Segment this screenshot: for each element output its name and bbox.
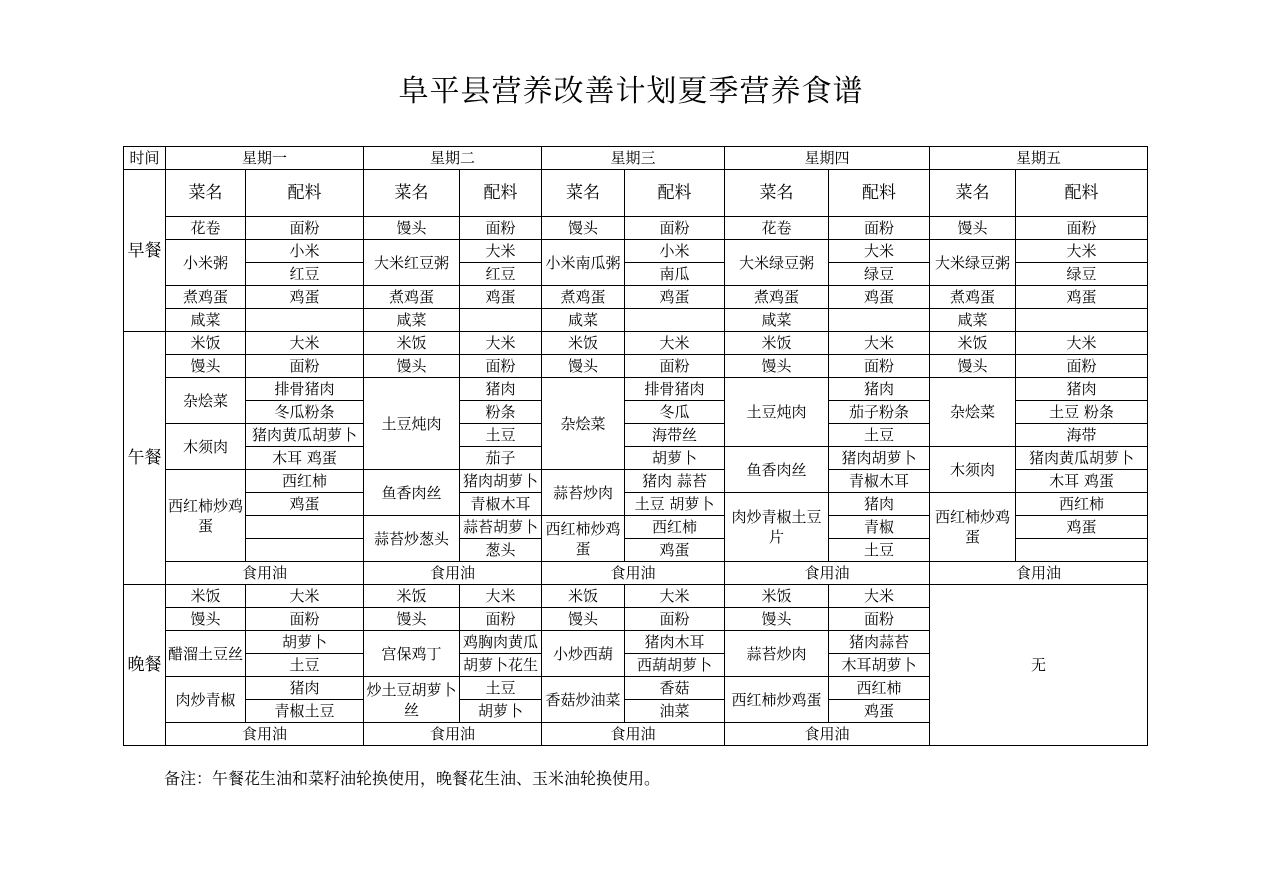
table-cell: 土豆 — [829, 424, 930, 447]
table-cell: 食用油 — [364, 562, 542, 585]
table-cell: 茄子粉条 — [829, 401, 930, 424]
table-row — [124, 493, 1148, 516]
table-cell: 肉炒青椒土豆片 — [725, 493, 829, 562]
table-cell — [460, 309, 542, 332]
table-cell: 配料 — [829, 170, 930, 217]
table-cell: 绿豆 — [829, 263, 930, 286]
table-cell: 木须肉 — [930, 447, 1016, 493]
table-cell: 大米 — [460, 585, 542, 608]
table-cell: 木耳 鸡蛋 — [1016, 470, 1148, 493]
table-cell: 猪肉 — [1016, 378, 1148, 401]
table-cell — [625, 309, 725, 332]
table-cell: 鱼香肉丝 — [364, 470, 460, 516]
table-cell: 馒头 — [542, 217, 625, 240]
table-cell: 食用油 — [725, 723, 930, 746]
table-cell: 冬瓜粉条 — [246, 401, 364, 424]
table-cell: 鸡蛋 — [246, 286, 364, 309]
table-cell: 西红柿炒鸡蛋 — [542, 516, 625, 562]
table-cell: 煮鸡蛋 — [166, 286, 246, 309]
table-cell: 胡萝卜 — [460, 700, 542, 723]
table-cell — [246, 516, 364, 539]
table-cell: 猪肉 蒜苔 — [625, 470, 725, 493]
table-cell: 米饭 — [725, 585, 829, 608]
table-cell: 星期四 — [725, 147, 930, 170]
table-cell: 西红柿炒鸡蛋 — [930, 493, 1016, 562]
table-cell: 大米红豆粥 — [364, 240, 460, 286]
table-cell: 绿豆 — [1016, 263, 1148, 286]
table-cell: 面粉 — [460, 355, 542, 378]
table-cell: 咸菜 — [930, 309, 1016, 332]
table-cell: 米饭 — [364, 585, 460, 608]
table-cell — [1016, 539, 1148, 562]
table-cell: 大米 — [625, 585, 725, 608]
table-cell: 花卷 — [725, 217, 829, 240]
table-cell: 面粉 — [829, 608, 930, 631]
table-cell: 菜名 — [930, 170, 1016, 217]
table-row — [124, 217, 1148, 240]
table-cell: 鸡蛋 — [1016, 516, 1148, 539]
table-cell: 大米 — [1016, 332, 1148, 355]
table-cell: 蒜苔炒肉 — [542, 470, 625, 516]
table-cell: 西红柿炒鸡蛋 — [725, 677, 829, 723]
table-cell: 面粉 — [625, 608, 725, 631]
table-cell: 大米 — [829, 332, 930, 355]
table-cell: 猪肉 — [460, 378, 542, 401]
table-row — [124, 378, 1148, 401]
table-cell: 食用油 — [930, 562, 1148, 585]
table-cell: 大米 — [829, 585, 930, 608]
table-cell: 面粉 — [246, 355, 364, 378]
menu-table — [123, 146, 1148, 746]
table-cell: 胡萝卜花生 — [460, 654, 542, 677]
table-cell: 米饭 — [542, 332, 625, 355]
table-cell: 鸡蛋 — [829, 286, 930, 309]
table-cell: 大米 — [246, 585, 364, 608]
table-cell: 杂烩菜 — [542, 378, 625, 470]
table-cell: 南瓜 — [625, 263, 725, 286]
table-cell: 青椒 — [829, 516, 930, 539]
table-cell: 香菇 — [625, 677, 725, 700]
table-cell: 青椒木耳 — [829, 470, 930, 493]
table-cell: 蒜苔炒肉 — [725, 631, 829, 677]
table-cell: 油菜 — [625, 700, 725, 723]
table-cell: 香菇炒油菜 — [542, 677, 625, 723]
table-cell: 茄子 — [460, 447, 542, 470]
table-cell: 咸菜 — [364, 309, 460, 332]
table-cell: 冬瓜 — [625, 401, 725, 424]
table-cell: 木耳胡萝卜 — [829, 654, 930, 677]
table-cell: 煮鸡蛋 — [725, 286, 829, 309]
table-cell: 食用油 — [166, 723, 364, 746]
table-cell: 鸡蛋 — [246, 493, 364, 516]
table-cell: 星期五 — [930, 147, 1148, 170]
table-cell: 大米 — [460, 240, 542, 263]
table-row — [124, 447, 1148, 470]
table-cell: 小炒西葫 — [542, 631, 625, 677]
table-cell: 星期一 — [166, 147, 364, 170]
table-cell: 土豆炖肉 — [725, 378, 829, 447]
table-cell: 配料 — [1016, 170, 1148, 217]
table-row — [124, 309, 1148, 332]
table-cell: 馒头 — [364, 355, 460, 378]
table-cell: 炒土豆胡萝卜丝 — [364, 677, 460, 723]
table-cell: 猪肉木耳 — [625, 631, 725, 654]
table-cell: 小米南瓜粥 — [542, 240, 625, 286]
table-cell: 猪肉 — [829, 493, 930, 516]
table-cell: 小米 — [246, 240, 364, 263]
table-cell: 馒头 — [725, 355, 829, 378]
table-cell: 早餐 — [124, 170, 166, 332]
table-cell: 排骨猪肉 — [625, 378, 725, 401]
table-cell: 红豆 — [246, 263, 364, 286]
table-cell: 菜名 — [542, 170, 625, 217]
table-row — [124, 147, 1148, 170]
table-row — [124, 240, 1148, 263]
table-cell: 晚餐 — [124, 585, 166, 746]
table-cell: 咸菜 — [166, 309, 246, 332]
table-cell: 鸡蛋 — [460, 286, 542, 309]
table-cell: 猪肉胡萝卜 — [460, 470, 542, 493]
table-row — [124, 562, 1148, 585]
table-cell: 面粉 — [1016, 355, 1148, 378]
table-cell: 菜名 — [364, 170, 460, 217]
table-cell: 米饭 — [542, 585, 625, 608]
table-cell: 面粉 — [460, 608, 542, 631]
table-cell: 蒜苔炒葱头 — [364, 516, 460, 562]
table-row — [124, 170, 1148, 217]
page-title: 阜平县营养改善计划夏季营养食谱 — [398, 74, 864, 109]
table-cell: 馒头 — [364, 217, 460, 240]
table-cell: 土豆 — [246, 654, 364, 677]
table-cell: 猪肉 — [246, 677, 364, 700]
table-cell: 杂烩菜 — [166, 378, 246, 424]
table-cell: 花卷 — [166, 217, 246, 240]
table-cell: 海带丝 — [625, 424, 725, 447]
table-cell: 煮鸡蛋 — [364, 286, 460, 309]
table-cell: 土豆 — [829, 539, 930, 562]
table-cell: 土豆炖肉 — [364, 378, 460, 470]
table-cell: 胡萝卜 — [246, 631, 364, 654]
table-cell: 大米 — [1016, 240, 1148, 263]
table-cell: 午餐 — [124, 332, 166, 585]
table-cell: 猪肉黄瓜胡萝卜 — [1016, 447, 1148, 470]
table-cell — [1016, 309, 1148, 332]
table-cell: 青椒木耳 — [460, 493, 542, 516]
table-row — [124, 286, 1148, 309]
table-cell: 咸菜 — [542, 309, 625, 332]
table-cell: 面粉 — [829, 355, 930, 378]
table-cell: 海带 — [1016, 424, 1148, 447]
table-cell: 食用油 — [166, 562, 364, 585]
table-cell: 米饭 — [725, 332, 829, 355]
table-cell: 红豆 — [460, 263, 542, 286]
table-cell: 宫保鸡丁 — [364, 631, 460, 677]
table-cell: 馒头 — [725, 608, 829, 631]
table-cell: 蒜苔胡萝卜 — [460, 516, 542, 539]
table-cell: 菜名 — [166, 170, 246, 217]
table-cell: 鱼香肉丝 — [725, 447, 829, 493]
footnote: 备注：午餐花生油和菜籽油轮换使用，晚餐花生油、玉米油轮换使用。 — [164, 769, 661, 788]
table-cell: 面粉 — [1016, 217, 1148, 240]
table-row — [124, 332, 1148, 355]
table-cell: 面粉 — [246, 217, 364, 240]
table-cell: 馒头 — [166, 355, 246, 378]
table-cell: 食用油 — [542, 562, 725, 585]
table-cell: 配料 — [246, 170, 364, 217]
table-cell: 大米 — [829, 240, 930, 263]
table-cell: 鸡蛋 — [1016, 286, 1148, 309]
table-cell: 时间 — [124, 147, 166, 170]
table-cell: 猪肉蒜苔 — [829, 631, 930, 654]
table-cell: 煮鸡蛋 — [542, 286, 625, 309]
table-cell: 面粉 — [625, 355, 725, 378]
table-cell: 面粉 — [460, 217, 542, 240]
table-cell: 咸菜 — [725, 309, 829, 332]
table-cell: 米饭 — [166, 585, 246, 608]
table-cell: 鸡蛋 — [829, 700, 930, 723]
table-cell: 鸡胸肉黄瓜 — [460, 631, 542, 654]
table-cell: 鸡蛋 — [625, 539, 725, 562]
table-cell: 菜名 — [725, 170, 829, 217]
table-cell: 粉条 — [460, 401, 542, 424]
table-cell: 葱头 — [460, 539, 542, 562]
table-cell: 肉炒青椒 — [166, 677, 246, 723]
table-cell: 食用油 — [542, 723, 725, 746]
table-cell: 猪肉 — [829, 378, 930, 401]
table-cell: 食用油 — [725, 562, 930, 585]
table-cell: 大米 — [460, 332, 542, 355]
table-cell: 胡萝卜 — [625, 447, 725, 470]
table-cell: 煮鸡蛋 — [930, 286, 1016, 309]
table-cell: 土豆 胡萝卜 — [625, 493, 725, 516]
table-cell: 馒头 — [930, 217, 1016, 240]
table-cell: 猪肉黄瓜胡萝卜 — [246, 424, 364, 447]
table-cell: 小米粥 — [166, 240, 246, 286]
table-cell: 星期二 — [364, 147, 542, 170]
table-cell: 大米 — [246, 332, 364, 355]
table-cell: 鸡蛋 — [625, 286, 725, 309]
table-cell: 木耳 鸡蛋 — [246, 447, 364, 470]
table-cell: 米饭 — [930, 332, 1016, 355]
table-cell: 面粉 — [625, 217, 725, 240]
table-cell: 大米绿豆粥 — [930, 240, 1016, 286]
table-cell: 馒头 — [166, 608, 246, 631]
table-cell: 米饭 — [166, 332, 246, 355]
table-cell: 大米 — [625, 332, 725, 355]
table-cell: 西葫胡萝卜 — [625, 654, 725, 677]
table-cell: 西红柿 — [1016, 493, 1148, 516]
table-cell: 西红柿炒鸡蛋 — [166, 470, 246, 562]
table-cell: 猪肉胡萝卜 — [829, 447, 930, 470]
table-cell: 星期三 — [542, 147, 725, 170]
table-cell: 西红柿 — [829, 677, 930, 700]
table-cell: 排骨猪肉 — [246, 378, 364, 401]
table-cell — [829, 309, 930, 332]
table-cell: 木须肉 — [166, 424, 246, 470]
table-cell — [246, 539, 364, 562]
table-cell: 西红柿 — [246, 470, 364, 493]
table-cell: 面粉 — [246, 608, 364, 631]
table-cell: 馒头 — [542, 355, 625, 378]
table-cell: 小米 — [625, 240, 725, 263]
table-cell: 土豆 — [460, 424, 542, 447]
table-cell: 西红柿 — [625, 516, 725, 539]
table-cell: 配料 — [625, 170, 725, 217]
table-cell: 无 — [930, 585, 1148, 746]
table-cell: 杂烩菜 — [930, 378, 1016, 447]
table-cell: 土豆 — [460, 677, 542, 700]
table-cell: 大米绿豆粥 — [725, 240, 829, 286]
table-cell: 馒头 — [930, 355, 1016, 378]
table-cell — [246, 309, 364, 332]
table-cell: 馒头 — [364, 608, 460, 631]
table-cell: 青椒土豆 — [246, 700, 364, 723]
table-cell: 配料 — [460, 170, 542, 217]
table-row — [124, 355, 1148, 378]
table-cell: 醋溜土豆丝 — [166, 631, 246, 677]
table-cell: 食用油 — [364, 723, 542, 746]
table-cell: 面粉 — [829, 217, 930, 240]
table-row — [124, 585, 1148, 608]
table-cell: 米饭 — [364, 332, 460, 355]
table-cell: 馒头 — [542, 608, 625, 631]
table-cell: 土豆 粉条 — [1016, 401, 1148, 424]
